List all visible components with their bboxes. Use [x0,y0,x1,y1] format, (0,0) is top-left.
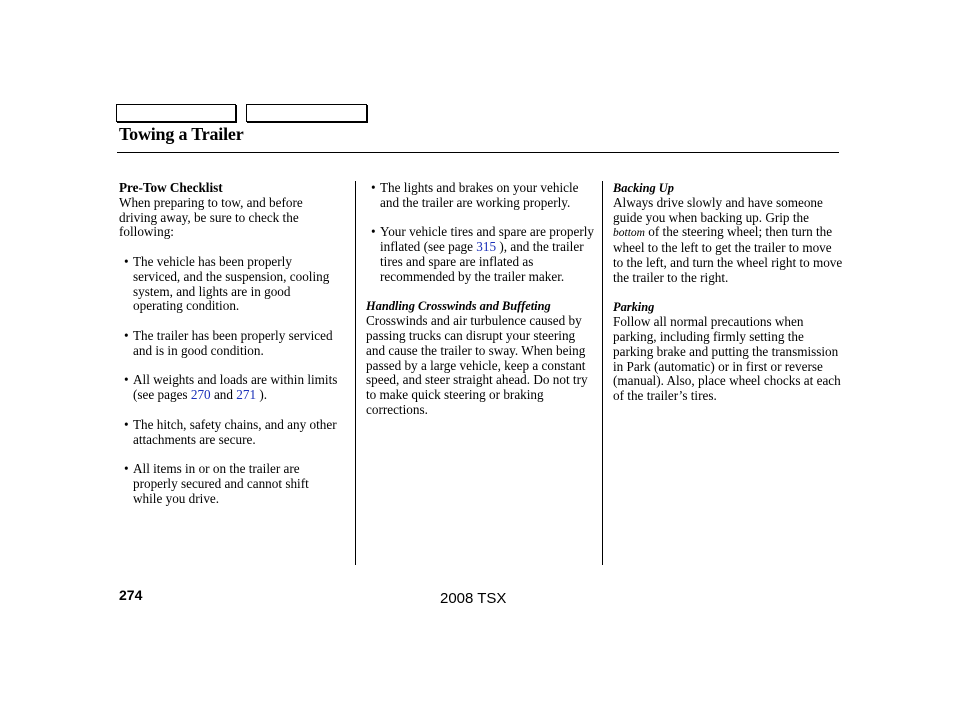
crosswinds-heading: Handling Crosswinds and Buffeting [366,299,551,314]
page-link-270[interactable]: 270 [190,387,211,403]
list-item: • Your vehicle tires and spare are properly inflated (see page 315 ), and the trailer tires and spare are inflated as recommended by the trailer maker. [366,225,594,284]
pre-tow-heading: Pre-Tow Checklist [119,180,223,195]
list-item: • All items in or on the trailer are properly secured and cannot shift while you drive. [119,462,341,506]
pre-tow-intro: When preparing to tow, and before driving away, be sure to check the following: [119,194,303,240]
pre-tow-list [119,255,341,507]
nav-button-previous[interactable] [116,104,236,122]
footer-model: 2008 TSX [440,590,507,607]
list-item: • All weights and loads are within limits (see pages 270 and 271 ). [119,373,341,403]
title-rule [117,152,839,153]
list-item: • The vehicle has been properly serviced, and the suspension, cooling system, and lights are in good operating condition. [119,255,341,314]
list-item: • The trailer has been properly serviced and is in good condition. [119,329,341,359]
backing-up-body: Always drive slowly and have someone guide you when backing up. Grip the bottom of the steering wheel; then turn the wheel to the left to get the trailer to move to the left, and turn the wheel right to move the trailer to the right. [613,194,843,285]
page-link-315[interactable]: 315 [476,239,497,255]
page-link-271[interactable]: 271 [236,387,257,403]
parking-body: Follow all normal precautions when parking, including firmly setting the parking brake and putting the transmission in Park (automatic) or in first or reverse (manual). Also, place wheel chocks at each of the trailer’s tires. [613,314,841,404]
list-item: • The lights and brakes on your vehicle and the trailer are working properly. [366,181,594,211]
pre-tow-list-continued [366,181,594,285]
parking-heading: Parking [613,300,655,315]
section-title: Towing a Trailer [119,124,244,144]
crosswinds-body: Crosswinds and air turbulence caused by passing trucks can disrupt your steering and cause the trailer to sway. When being passed by a large vehicle, keep a constant speed, and steer straight ahead. Do not try to make quick steering or braking corrections. [366,313,588,417]
nav-button-next[interactable] [246,104,367,122]
page-number: 274 [119,587,143,603]
column-divider [355,181,356,565]
list-item: • The hitch, safety chains, and any other attachments are secure. [119,418,341,448]
column-divider [602,181,603,565]
column-1 [119,181,341,507]
column-2 [366,181,594,418]
column-3 [613,181,843,404]
backing-up-heading: Backing Up [613,181,674,195]
